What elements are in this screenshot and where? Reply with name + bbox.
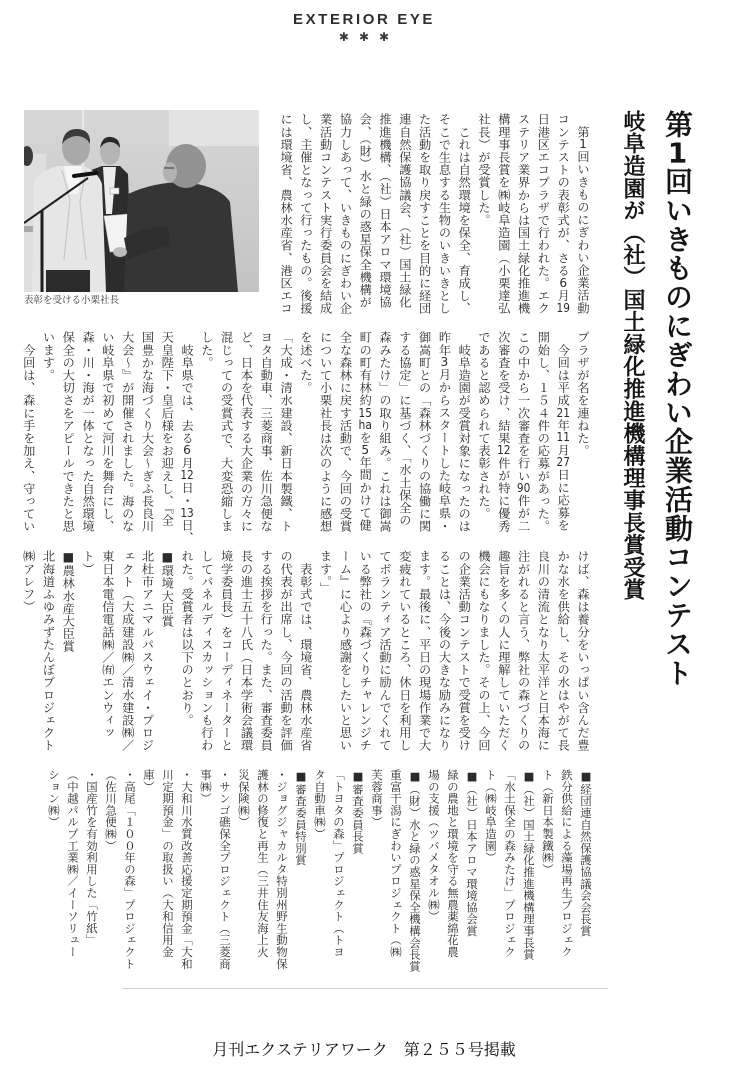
asterisk-icon: ✱ — [338, 30, 349, 44]
text-column: てボランティア活動に励んでくれて — [378, 550, 393, 752]
upright-number: 1 — [579, 138, 587, 151]
text-column: した。 — [199, 331, 214, 369]
award-list-column: 川定期預金」の取扱い（大和信用金 — [161, 769, 175, 958]
text-column: 機会にもなりました。その上、今回 — [477, 550, 492, 752]
text-column: 岐阜造園が受賞対象になったのは — [457, 331, 472, 533]
award-list-column: 事㈱） — [199, 769, 213, 805]
text-column: かな水を供給し、その水はやがて長 — [556, 550, 571, 752]
award-list-column: ・ジョグジャカルタ特別州野生動物保 — [275, 769, 289, 970]
text-column: 混じっての受賞式で、大変恐縮しま — [219, 331, 234, 533]
text-column: 町の町有林約15haを5年間かけて健 — [358, 331, 373, 532]
award-list-column: ・高尾「１００年の森」プロジェクト — [123, 769, 137, 970]
award-list-column: 庫） — [142, 769, 156, 793]
upright-number: 5 — [361, 443, 370, 456]
text-column: 北杜市アニマルパスウェイ・プロジ — [140, 550, 155, 752]
award-list-column: 「トヨタの森」プロジェクト（トヨ — [332, 769, 346, 958]
photo-illustration — [24, 110, 259, 292]
text-column: ヨタ自動車、三菱商事、佐川急便な — [259, 331, 274, 533]
text-column: 変疲れているところ、休日を利用し — [397, 550, 412, 752]
upright-number: 12 — [180, 469, 194, 482]
upright-number: ha — [358, 418, 372, 432]
upright-number: 90 — [516, 482, 531, 495]
text-column: 開始し、１５４件の応募があった。 — [536, 331, 551, 533]
photo-caption: 表彰を受ける小栗社長 — [24, 295, 120, 306]
upright-number: 3 — [440, 356, 449, 369]
text-column: 趣旨を多くの人に理解していただく — [496, 550, 511, 752]
text-column: 境学委員長）をコーディネーターと — [219, 550, 234, 752]
award-list-column: ・サンゴ礁保全プロジェクト（三菱商 — [218, 769, 232, 970]
award-list-column: （中越パルプ工業㈱／イーソリュー — [66, 769, 80, 958]
text-column: 良川の清流となり太平洋と日本海に — [536, 550, 551, 752]
award-list-column: ・大和川水質改善応援定期預金「大和 — [180, 769, 194, 970]
award-list-column: 重富干潟にぎわいプロジェクト（㈱ — [389, 769, 403, 958]
bottom-divider — [122, 988, 608, 989]
text-column: 国豊かな海づくり大会〜ぎふ長良川 — [140, 331, 155, 533]
asterisk-icon: ✱ — [379, 30, 390, 44]
text-column: を述べた。 — [298, 331, 313, 394]
upright-number: 21 — [556, 406, 570, 419]
article-body-tier-2 — [18, 331, 592, 545]
text-column: 東日本電信電話㈱／㈲エンウィッ — [100, 550, 115, 739]
award-list-column: ション㈱） — [47, 769, 61, 828]
upright-number: 12 — [497, 444, 511, 457]
text-column: 昨年3月からスタートした岐阜県・ — [437, 331, 452, 533]
text-column: してパネルディスカッションも行わ — [199, 550, 214, 752]
text-column: そこで生息する生物のいきいきとし — [437, 113, 452, 315]
text-column: ■環境大臣賞 — [160, 550, 175, 628]
text-column: であると認められて表彰された。 — [477, 331, 492, 520]
award-list-column: 鉄分供給による藻場再生プロジェク — [560, 769, 574, 958]
text-column: これは自然環境を保全、育成し、 — [457, 113, 472, 315]
text-column: 業活動コンテスト実行委員会を結成 — [318, 113, 333, 315]
text-column: する挨拶を行った。また、審査委員 — [259, 550, 274, 752]
text-column: の代表が出席し、今回の活動を評価 — [279, 550, 294, 752]
award-list-column: 護林の修復と再生（三井住友海上火 — [256, 769, 270, 958]
article-body-tier-3 — [18, 550, 592, 752]
award-list-column: ・国産竹を有効利用した「竹紙」 — [85, 769, 99, 946]
upright-number: 15 — [358, 406, 372, 419]
award-list-column: ト（新日本製鐵㈱） — [541, 769, 555, 876]
award-list-column: ■（社）日本アロマ環境協会賞 — [465, 769, 479, 937]
text-column: 北海道ふゆみずたんぼプロジェクト — [41, 550, 56, 752]
text-column: います。 — [41, 331, 56, 382]
text-column: 次審査を受け、結果12件が特に優秀 — [496, 331, 511, 533]
text-column: 保全の大切さをアピールできたと思 — [61, 331, 76, 533]
text-column: 御嵩町との「森林づくりの協働に関 — [417, 331, 432, 533]
award-list-column: ■審査委員長賞 — [351, 769, 365, 855]
award-list-column: 「水土保全の森みたけ」プロジェク — [503, 769, 517, 958]
text-column: れた。受賞者は以下のとおり。 — [180, 550, 195, 727]
text-column: ■農林水産大臣賞 — [61, 550, 76, 653]
award-list-column: ■（社）国土緑化推進機構理事長賞 — [522, 769, 536, 961]
text-column: けば、森は養分をいっぱい含んだ豊 — [576, 550, 590, 752]
upright-number: 19 — [556, 301, 570, 314]
upright-number: 6 — [559, 276, 568, 290]
text-column: ます。」 — [318, 550, 333, 595]
article-title: 第1回いきものにぎわい企業活動コンテスト — [661, 110, 694, 688]
upright-number: 13 — [180, 506, 194, 519]
text-column: た活動を取り戻すことを目的に経団 — [417, 113, 432, 315]
award-ceremony-photo — [24, 110, 259, 292]
award-list-column: タ自動車㈱） — [313, 769, 327, 840]
text-column: 会、（財）水と緑の惑星保全機構が — [358, 113, 373, 309]
text-column: この中から一次審査を行い90件が二 — [516, 331, 531, 533]
award-list-column: ■審査委員特別賞 — [294, 769, 308, 866]
award-list-column: ト（㈱岐阜造園） — [484, 769, 498, 864]
award-list-column: ■（財）水と緑の惑星保全機構会長賞 — [408, 769, 422, 973]
award-list-column: 緑の農地と環境を守る無農薬綿花農 — [446, 769, 460, 958]
text-column: 構理事長賞を㈱岐阜造園（小栗達弘 — [496, 113, 511, 315]
text-column: ト） — [81, 550, 96, 576]
upright-number: 1 — [667, 138, 688, 167]
text-column: 天皇陛下・皇后様をお迎えし、『全 — [160, 331, 175, 527]
asterisk-icon: ✱ — [358, 30, 370, 44]
text-column: 森みたけ」の取り組み。これは御嵩 — [378, 331, 393, 533]
ornament-row — [0, 31, 728, 43]
text-column: には環境省、農林水産省、港区エコ — [279, 113, 294, 315]
text-column: 連自然保護協議会、（社）国土緑化 — [397, 113, 412, 309]
article-body-tier-1 — [275, 113, 592, 315]
upright-number: 11 — [556, 431, 570, 444]
text-column: 「大成・清水建設、新日本製鐵、ト — [279, 331, 294, 533]
text-column: し、主催となって行ったもの。後援 — [298, 113, 313, 315]
text-column: 岐阜県では、去る6月12日・13日、 — [180, 331, 195, 545]
text-column: ーム』に心より感謝をしたいと思い — [338, 550, 353, 752]
award-list-column: ■経団連自然保護協議会会長賞 — [579, 769, 593, 937]
text-column: 長の進士五十八氏（日本学術会議環 — [239, 550, 254, 752]
text-column: ることは、今後の大きな励みになり — [437, 550, 452, 752]
text-column: コンテストの表彰式が、さる6月19 — [556, 113, 571, 314]
text-column: 第1回いきものにぎわい企業活動 — [576, 113, 590, 315]
text-column: 今回は平成21年11月27日に応募を — [556, 331, 571, 532]
award-list-tier — [44, 769, 595, 973]
text-column: いる弊社の『森づくりチャレンジチ — [358, 550, 373, 752]
section-title: EXTERIOR EYE — [292, 11, 436, 28]
text-column: 全な森林に戻す活動で、今回の受賞 — [338, 331, 353, 533]
award-list-column: 芙蓉商事） — [370, 769, 384, 828]
text-column: 日港区エコプラザで行われた。エク — [536, 113, 551, 315]
text-column: プラザが名を連ねた。 — [576, 331, 590, 457]
text-column: 森・川・海が一体となった自然環境 — [81, 331, 96, 533]
text-column: ㈱アレフ） — [21, 550, 36, 613]
text-column: 協力しあって、いきものにぎわい企 — [338, 113, 353, 315]
text-column: 表彰式では、環境省、農林水産省 — [298, 550, 313, 752]
text-column: 社長）が受賞した。 — [477, 113, 492, 227]
article-subtitle: 岐阜造園が（社）国土緑化推進機構理事長賞受賞 — [620, 110, 645, 601]
text-column: ど、日本を代表する大企業の方々に — [239, 331, 254, 533]
text-column: 推進機構、（社）日本アロマ環境協 — [378, 113, 393, 309]
text-column: について小栗社長は次のように感想 — [318, 331, 333, 533]
upright-number: 27 — [556, 456, 570, 469]
text-column: 大会〜』が開催されました。海のな — [120, 331, 135, 533]
text-column: する協定」に基づく、「水土保全の — [397, 331, 412, 527]
text-column: い岐阜県で初めて河川を舞台にし、 — [100, 331, 115, 533]
award-list-column: 場の支援（ツバメタオル㈱） — [427, 769, 441, 923]
text-column: ステリア業界からは国土緑化推進機 — [516, 113, 531, 315]
text-column: ェクト（大成建設㈱／清水建設㈱／ — [120, 550, 135, 752]
upright-number: 6 — [183, 444, 191, 457]
publication-credit: 月刊エクステリアワーク 第２５５号掲載 — [212, 1040, 516, 1059]
text-column: の企業活動コンテストで受賞を受け — [457, 550, 472, 752]
award-list-column: 災保険㈱） — [237, 769, 251, 828]
text-column: 今回は、森に手を加え、守ってい — [21, 331, 36, 533]
text-column: 注がれると言う、弊社の森づくりの — [516, 550, 531, 752]
award-list-column: （佐川急便㈱） — [104, 769, 118, 852]
text-column: ます。最後に、平日の現場作業で大 — [417, 550, 432, 752]
